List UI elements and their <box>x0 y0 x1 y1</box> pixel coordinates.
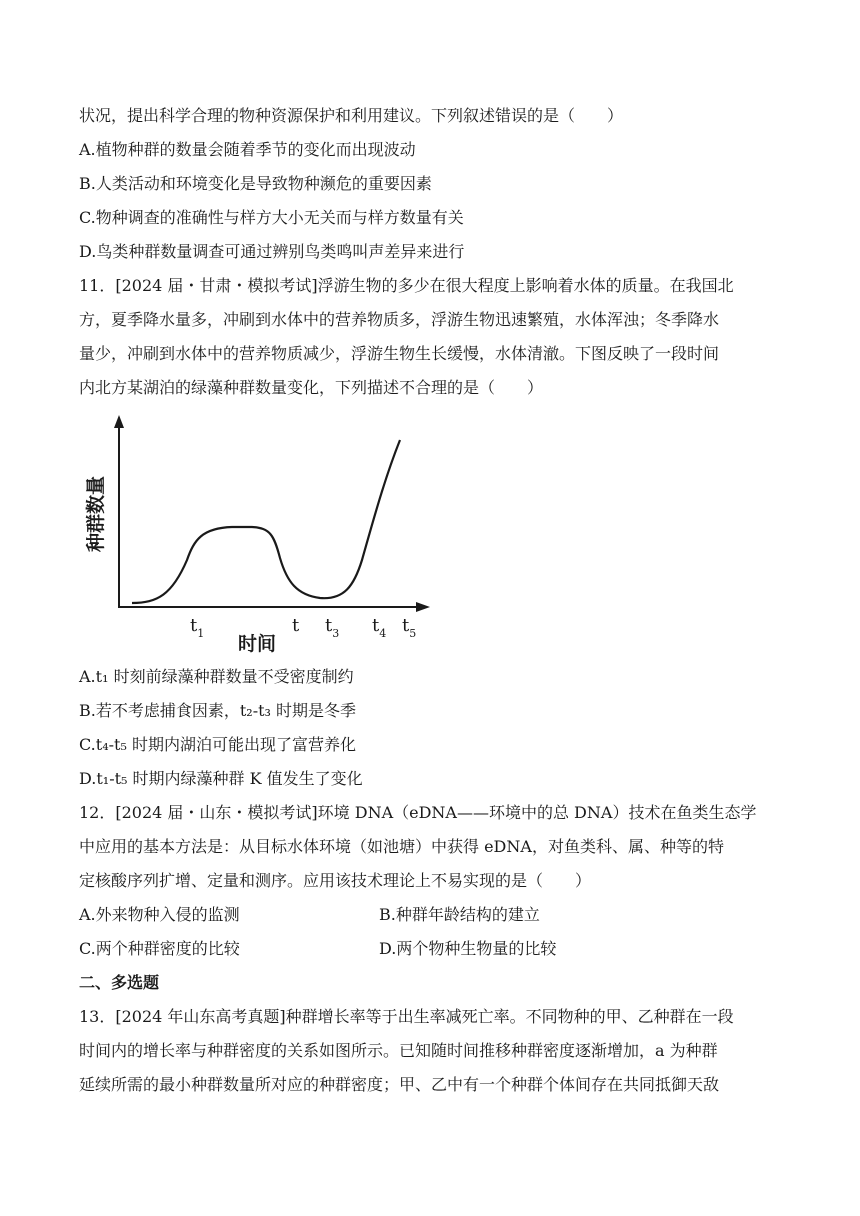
x-axis-arrow <box>416 602 430 612</box>
q10-option-d: D.鸟类种群数量调查可通过辨别鸟类鸣叫声差异来进行 <box>79 242 465 261</box>
q11-option-d: D.t₁-t₅ 时期内绿藻种群 K 值发生了变化 <box>79 769 363 788</box>
q10-option-b: B.人类活动和环境变化是导致物种濒危的重要因素 <box>79 174 432 193</box>
q11-option-a: A.t₁ 时刻前绿藻种群数量不受密度制约 <box>79 667 354 686</box>
q11-option-c: C.t₄-t₅ 时期内湖泊可能出现了富营养化 <box>79 735 356 754</box>
q12-option-c: C.两个种群密度的比较 <box>79 939 240 958</box>
q12-stem-line-2: 中应用的基本方法是：从目标水体环境（如池塘）中获得 eDNA，对鱼类科、属、种等的特 <box>79 837 724 856</box>
x-tick-label: $t_3$ <box>325 615 340 640</box>
q12-option-d: D.两个物种生物量的比较 <box>379 939 557 958</box>
x-tick-label: $t_5$ <box>402 615 417 640</box>
section-title-multiple-choice: 二、多选题 <box>79 973 160 992</box>
q10-option-c: C.物种调查的准确性与样方大小无关而与样方数量有关 <box>79 208 464 227</box>
population-curve <box>132 440 400 603</box>
y-axis-label-text: 种群数量 <box>85 475 107 552</box>
q10-option-a: A.植物种群的数量会随着季节的变化而出现波动 <box>79 140 416 159</box>
q12-stem-line-3: 定核酸序列扩增、定量和测序。应用该技术理论上不易实现的是（ ） <box>79 871 592 890</box>
x-tick-label: $t_1$ <box>190 615 205 640</box>
q11-option-b: B.若不考虑捕食因素，t₂-t₃ 时期是冬季 <box>79 701 357 720</box>
q13-stem-line-1: 13．[2024 年山东高考真题]种群增长率等于出生率减死亡率。不同物种的甲、乙种群在一段 <box>79 1007 734 1026</box>
x-tick-labels <box>190 615 416 640</box>
q11-stem-line-2: 方，夏季降水量多，冲刷到水体中的营养物质多，浮游生物迅速繁殖，水体浑浊；冬季降水 <box>79 310 720 329</box>
x-axis-label: 时间 <box>238 633 277 655</box>
q10-stem-tail: 状况，提出科学合理的物种资源保护和利用建议。下列叙述错误的是（ ） <box>79 106 624 125</box>
q12-stem-line-1: 12．[2024 届・山东・模拟考试]环境 DNA（eDNA——环境中的总 DNA）技术在鱼类生态学 <box>79 803 757 822</box>
q12-option-a: A.外来物种入侵的监测 <box>79 905 240 924</box>
x-tick-label: t <box>292 615 300 636</box>
y-axis-arrow <box>114 415 124 428</box>
q11-stem-line-4: 内北方某湖泊的绿藻种群数量变化，下列描述不合理的是（ ） <box>79 378 544 397</box>
x-tick-label: $t_4$ <box>372 615 387 640</box>
q13-stem-line-2: 时间内的增长率与种群密度的关系如图所示。已知随时间推移种群密度逐渐增加，a 为种群 <box>79 1041 718 1060</box>
q13-stem-line-3: 延续所需的最小种群数量所对应的种群密度；甲、乙中有一个种群个体间存在共同抵御天敌 <box>79 1075 720 1094</box>
y-axis-label <box>84 476 107 553</box>
q11-stem-line-3: 量少，冲刷到水体中的营养物质减少，浮游生物生长缓慢，水体清澈。下图反映了一段时间 <box>79 344 720 363</box>
population-graph <box>82 410 442 655</box>
q11-stem-line-1: 11．[2024 届・甘肃・模拟考试]浮游生物的多少在很大程度上影响着水体的质量。在我国北 <box>79 276 734 295</box>
q12-option-b: B.种群年龄结构的建立 <box>379 905 540 924</box>
